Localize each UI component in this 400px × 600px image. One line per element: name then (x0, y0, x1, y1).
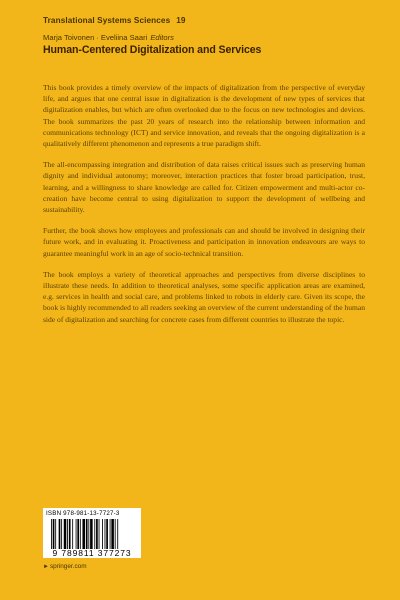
barcode-bars (51, 519, 137, 549)
barcode-bar (67, 519, 68, 549)
barcode-bar (64, 519, 67, 549)
editor-name: Marja Toivonen (43, 33, 95, 42)
barcode-bar (82, 519, 85, 549)
editor-name: Eveliina Saari (100, 33, 148, 42)
barcode-bar (105, 519, 106, 549)
blurb-paragraph: The all-encompassing integration and distribution of data raises critical issues such as preserving human dignity and individual autonomy; moreover, interaction practices that foster broad participation, trust, learning, and a willingness to share knowledge are called for. Citizen empowerment and multi-actor co-creation have become central to using digitalization to support the development of wellbeing and sustainability. (43, 160, 365, 215)
barcode-bar (69, 519, 71, 549)
editors-line (43, 33, 373, 42)
book-title: Human-Centered Digitalization and Services (43, 44, 262, 56)
barcode-bar (94, 519, 95, 549)
blurb-text (43, 82, 365, 335)
series-name: Translational Systems Sciences (43, 16, 171, 25)
barcode (43, 508, 141, 558)
barcode-bar (102, 519, 103, 549)
barcode-bar (61, 519, 62, 549)
blurb-paragraph: This book provides a timely overview of the impacts of digitalization from the perspective of everyday life, and argues that one central issue in digitalization is the development of new types of services that digitalization enables, but which are often overlooked due to the focus on new technologies and devices. The book summarizes the past 20 years of research into the relationship between information and communications technology (ICT) and service innovation, and reveals that the ongoing digitalization is a qualitatively different phenomenon and represents a true paradigm shift. (43, 83, 365, 149)
blurb-paragraph: Further, the book shows how employees and professionals can and should be involved in designing their future work, and in evaluating it. Proactiveness and participation in innovation endeavours are ways to guarantee meaningful work in an age of socio-technical transition. (43, 226, 365, 258)
barcode-bar (51, 519, 52, 549)
barcode-bar (88, 519, 89, 549)
barcode-bar (80, 519, 81, 549)
barcode-bar (77, 519, 79, 549)
barcode-bar (72, 519, 73, 549)
series-line (43, 16, 373, 25)
barcode-bar (76, 519, 77, 549)
barcode-bar (111, 519, 114, 549)
arrow-icon: ► (43, 564, 49, 570)
website-label: springer.com (49, 563, 87, 570)
isbn-label: ISBN 978-981-13-7727-3 (46, 510, 120, 517)
barcode-bar (59, 519, 61, 549)
barcode-bar (86, 519, 88, 549)
barcode-bar (115, 519, 116, 549)
editors-role: Editors (150, 33, 174, 42)
barcode-bar (55, 519, 56, 549)
barcode-bar (117, 519, 118, 549)
publisher-website[interactable] (43, 563, 87, 570)
barcode-bar (106, 519, 108, 549)
barcode-digits: 9 789811 377273 (52, 548, 132, 558)
barcode-bar (99, 519, 100, 549)
blurb-paragraph: The book employs a variety of theoretical approaches and perspectives from diverse disciplines to illustrate these needs. In addition to theoretical analyses, some specific application areas are examined, e.g. services in health and social care, and problems linked to robots in elderly care. Given its scope, the book is highly recommended to all readers seeking an overview of the current understanding of the human side of digitalization and searching for concrete cases from different countries to illustrate the topic. (43, 269, 365, 324)
barcode-bar (110, 519, 111, 549)
barcode-bar (90, 519, 93, 549)
cover-header (43, 16, 373, 56)
barcode-bar (53, 519, 55, 549)
series-number: 19 (176, 16, 186, 25)
barcode-bar (96, 519, 98, 549)
editor-separator: · (96, 33, 99, 42)
